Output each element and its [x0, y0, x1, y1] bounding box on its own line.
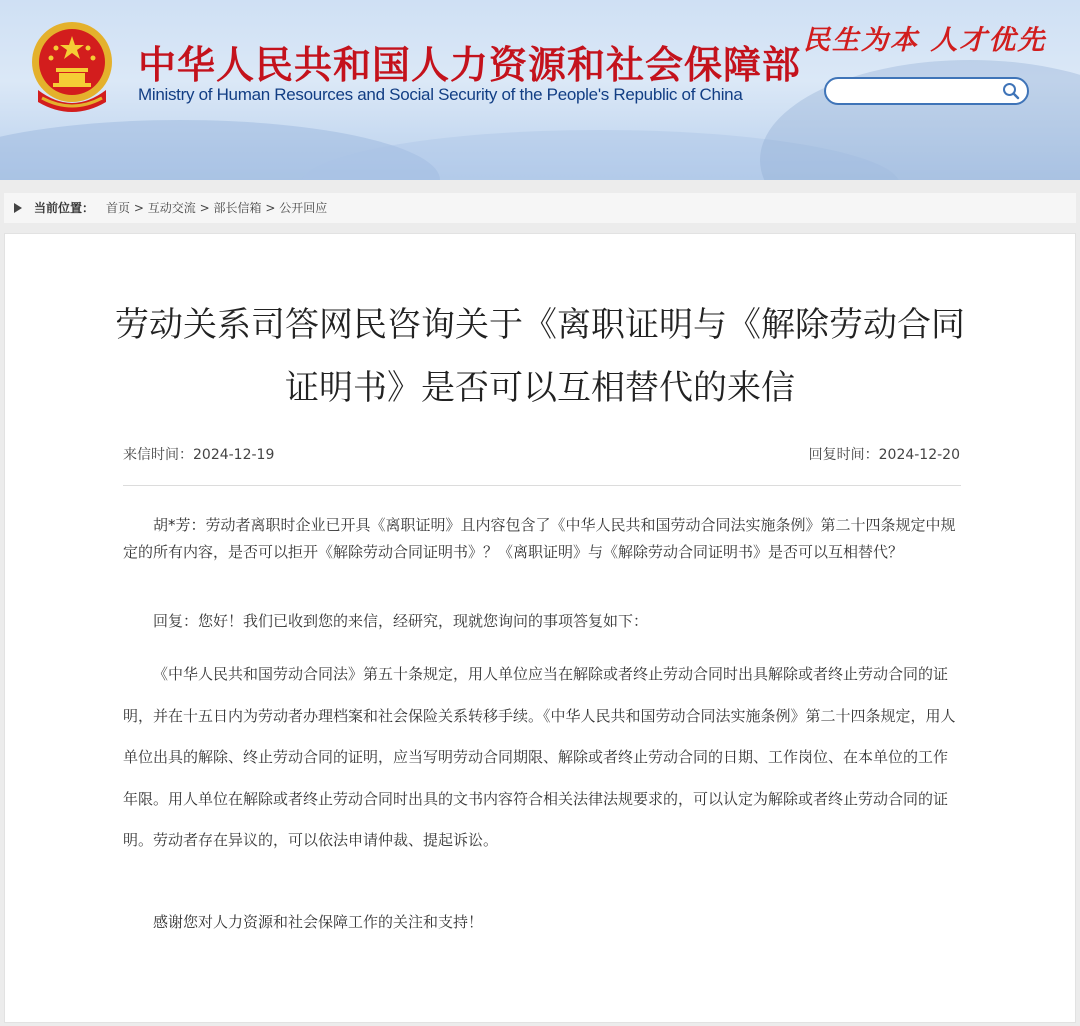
breadcrumb-separator: >: [265, 201, 276, 215]
divider: [123, 485, 961, 486]
received-time: 来信时间：2024-12-19: [123, 447, 275, 463]
site-title-cn[interactable]: 中华人民共和国人力资源和社会保障部: [138, 43, 802, 87]
national-emblem-icon[interactable]: [26, 18, 118, 118]
search-input[interactable]: [836, 82, 1000, 102]
closing-paragraph: 感谢您对人力资源和社会保障工作的关注和支持！: [153, 913, 484, 931]
reply-time: 回复时间：2024-12-20: [808, 447, 960, 463]
site-title-en[interactable]: Ministry of Human Resources and Social Security of the People's Republic of China: [138, 85, 743, 104]
play-arrow-icon: [14, 203, 22, 213]
breadcrumb: [4, 193, 1076, 223]
question-paragraph: 胡*芳：劳动者离职时企业已开具《离职证明》且内容包含了《中华人民共和国劳动合同法实施条例》第二十四条规定中规定的所有内容，是否可以拒开《解除劳动合同证明书》？《离职证明》与《解除劳动合同证明书》是否可以互相替代？: [123, 516, 956, 561]
breadcrumb-path: [106, 193, 327, 223]
breadcrumb-label: 当前位置：: [34, 201, 95, 215]
reply-body-paragraph: 《中华人民共和国劳动合同法》第五十条规定，用人单位应当在解除或者终止劳动合同时出具解除或者终止劳动合同的证明，并在十五日内为劳动者办理档案和社会保险关系转移手续。《中华人民共和国劳动合同法实施条例》第二十四条规定，用人单位出具的解除、终止劳动合同的证明，应当写明劳动合同期限、解除或者终止劳动合同的日期、工作岗位、在本单位的工作年限。用人单位在解除或者终止劳动合同时出具的文书内容符合相关法律法规要求的，可以认定为解除或者终止劳动合同的证明。劳动者存在异议的，可以依法申请仲裁、提起诉讼。: [123, 665, 956, 849]
search-box: [824, 77, 1029, 105]
breadcrumb-minister-mailbox[interactable]: 部长信箱: [213, 201, 262, 215]
article-card: [4, 233, 1076, 1023]
breadcrumb-separator: >: [199, 201, 210, 215]
breadcrumb-home[interactable]: 首页: [106, 201, 131, 215]
article-title: 劳动关系司答网民咨询关于《离职证明与《解除劳动合同证明书》是否可以互相替代的来信: [115, 305, 965, 408]
breadcrumb-separator: >: [133, 201, 144, 215]
breadcrumb-interaction[interactable]: 互动交流: [147, 201, 196, 215]
slogan: 民生为本 人才优先: [803, 25, 1047, 56]
reply-intro-paragraph: 回复：您好！我们已收到您的来信，经研究，现就您询问的事项答复如下：: [153, 612, 649, 630]
site-header: [0, 0, 1080, 180]
search-icon[interactable]: [1001, 81, 1021, 101]
breadcrumb-public-response[interactable]: 公开回应: [279, 201, 328, 215]
